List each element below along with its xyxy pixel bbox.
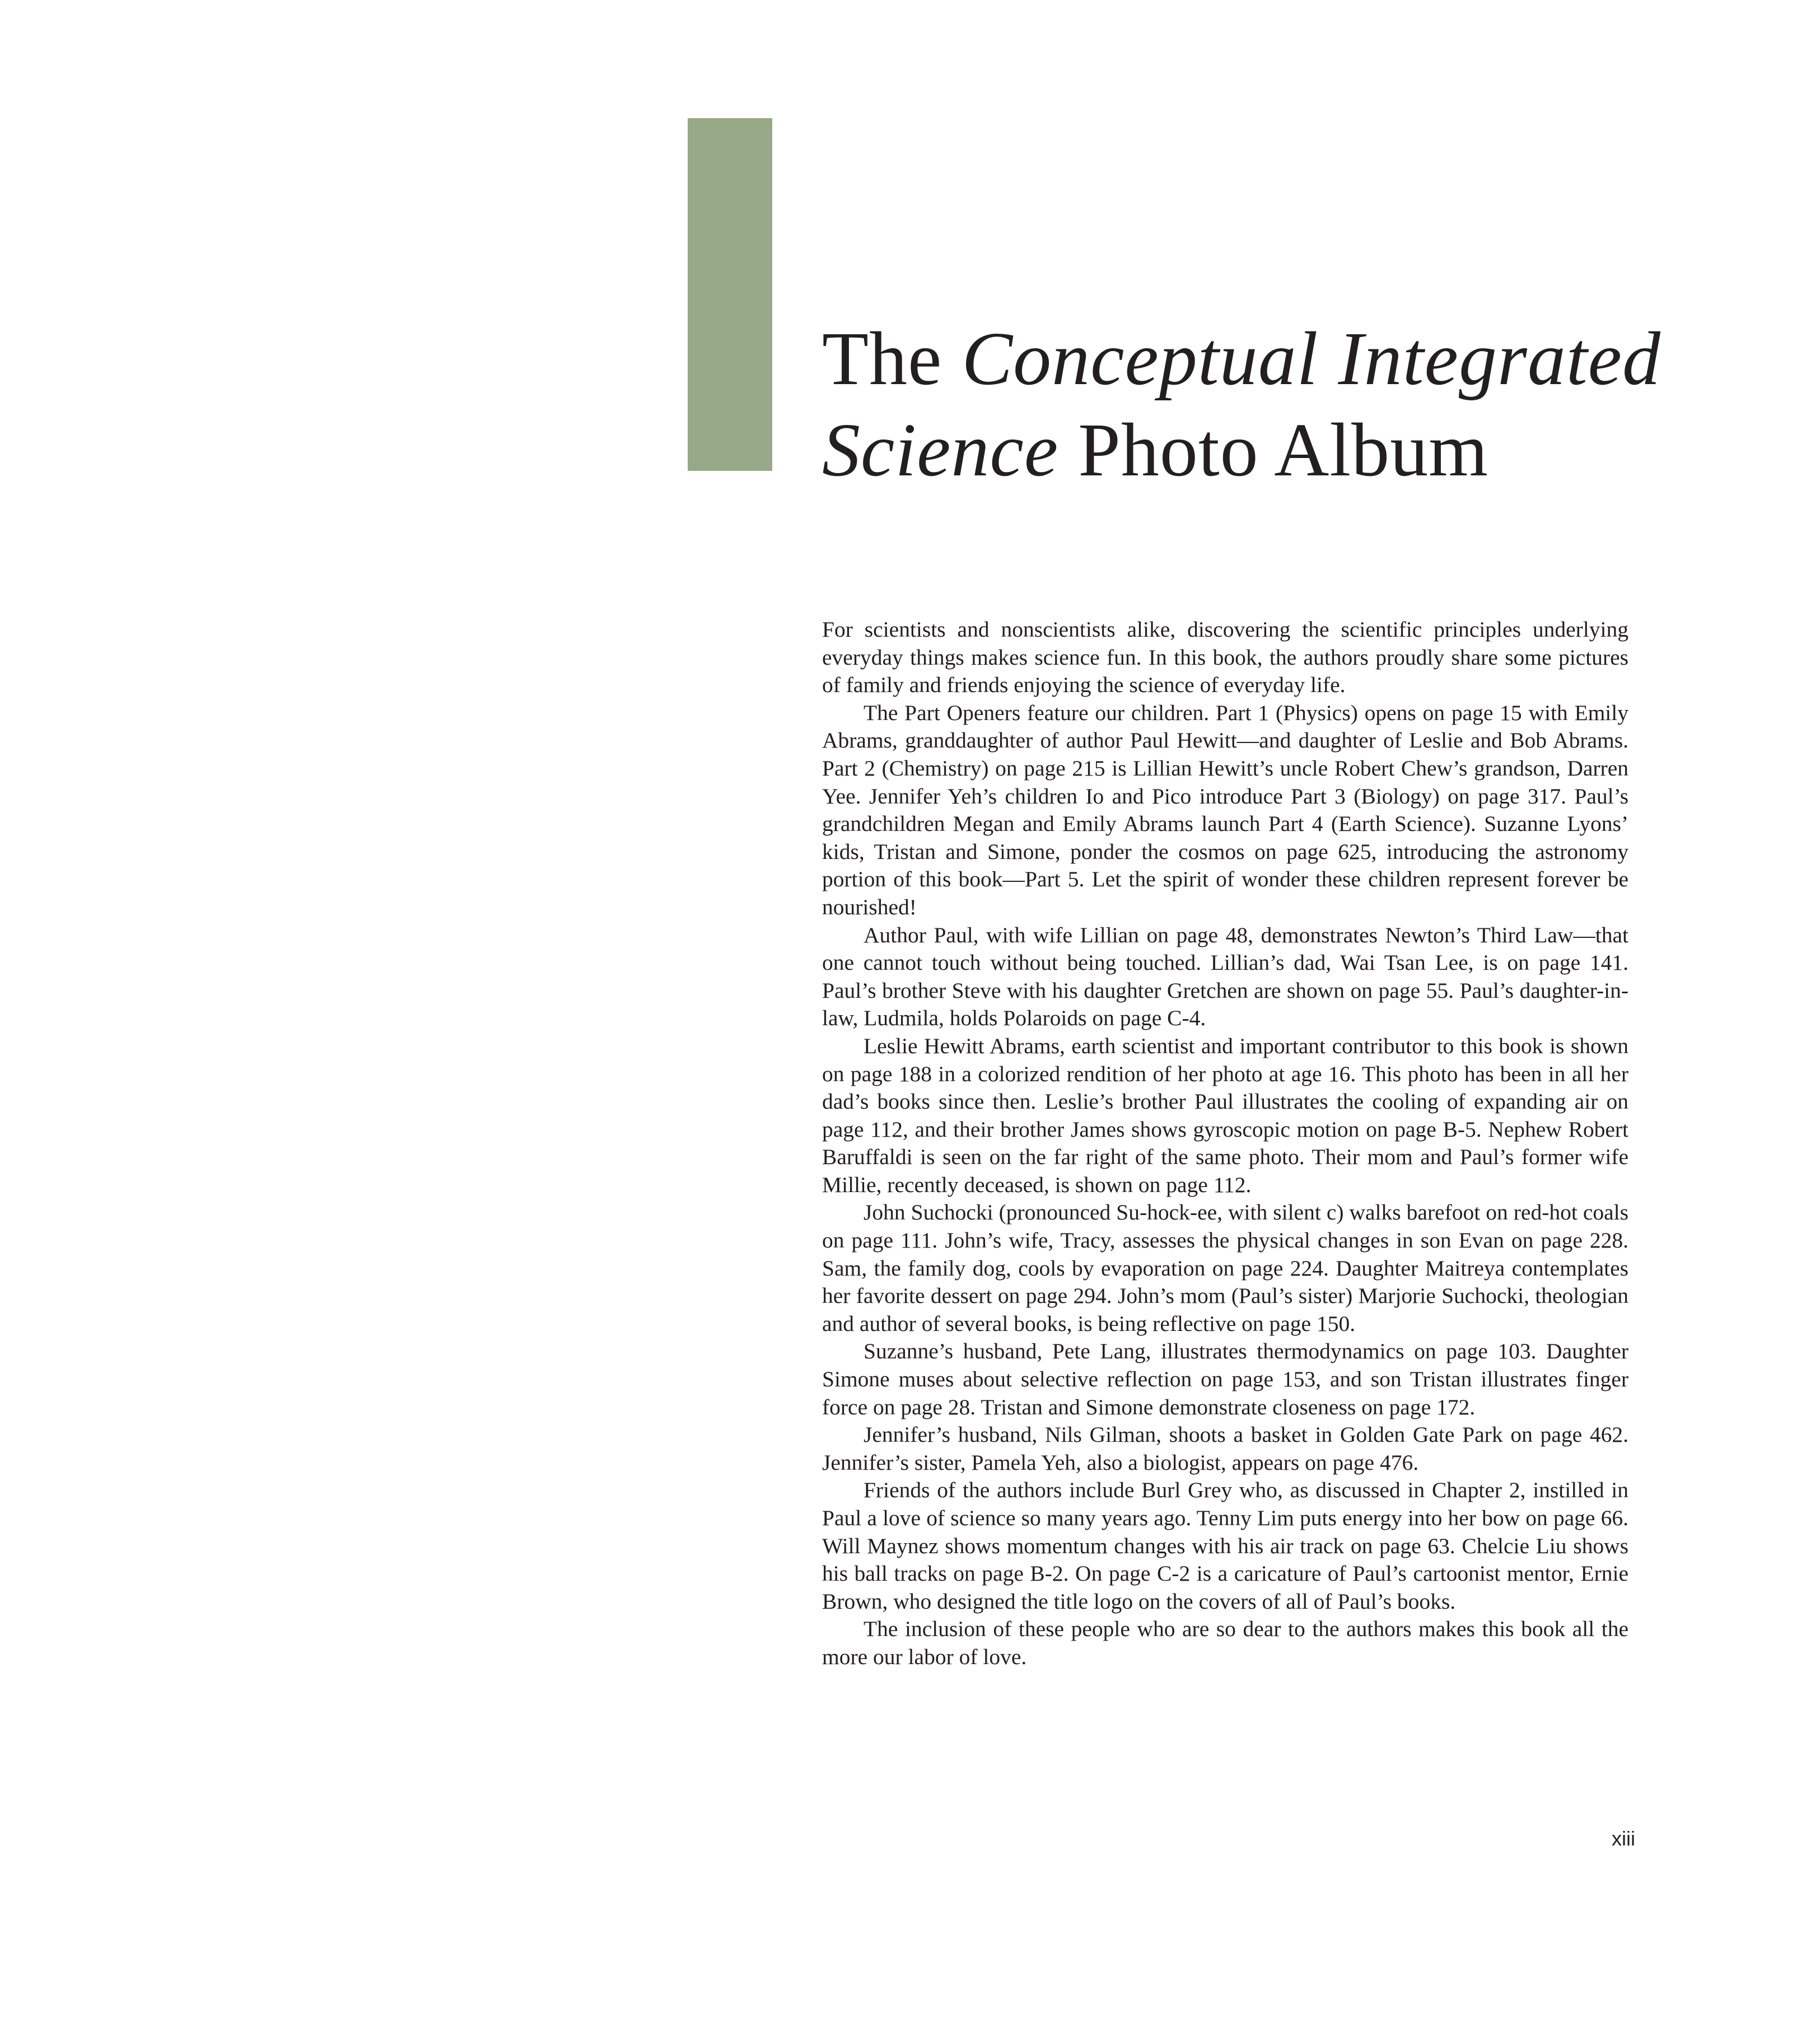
title-italic-part-1: Conceptual Integrated [962, 317, 1661, 401]
paragraph-intro: For scientists and nonscientists alike, discovering the scientific principles underlying everyday things makes science fun. In this book, the authors proudly share some pictures of family and friends enjoying the science of everyday life. [822, 617, 1628, 698]
paragraph-part-openers: The Part Openers feature our children. Part 1 (Physics) opens on page 15 with Emily Abrams, granddaughter of author Paul Hewitt—and daughter of Leslie and Bob Abrams. Part 2 (Chemistry) on page 215 is Lillian Hewitt’s uncle Robert Chew’s grandson, Darren Yee. Jennifer Yeh’s children Io and Pico introduce Part 3 (Biology) on page 317. Paul’s grandchildren Megan and Emily Abrams launch Part 4 (Earth Science). Suzanne Lyons’ kids, Tristan and Simone, ponder the cosmos on page 625, introducing the astronomy portion of this book—Part 5. Let the spirit of wonder these children represent forever be nourished! [822, 700, 1628, 919]
body-text [822, 616, 1628, 1671]
paragraph-suzanne: Suzanne’s husband, Pete Lang, illustrates thermodynamics on page 103. Daughter Simone muses about selective reflection on page 153, and son Tristan illustrates finger force on page 28. Tristan and Simone demonstrate closeness on page 172. [822, 1339, 1628, 1419]
paragraph-friends: Friends of the authors include Burl Grey who, as discussed in Chapter 2, instilled in Paul a love of science so many years ago. Tenny Lim puts energy into her bow on page 66. Will Maynez shows momentum changes with his air track on page 63. Chelcie Liu shows his ball tracks on page B-2. On page C-2 is a caricature of Paul’s cartoonist mentor, Ernie Brown, who designed the title logo on the covers of all of Paul’s books. [822, 1478, 1628, 1614]
page-number: xiii [1612, 1827, 1635, 1850]
page-title [822, 314, 1696, 496]
title-italic-part-2: Science [822, 408, 1059, 492]
paragraph-john: John Suchocki (pronounced Su-hock-ee, with silent c) walks barefoot on red-hot coals on page 111. John’s wife, Tracy, assesses the physical changes in son Evan on page 228. Sam, the family dog, cools by evaporation on page 224. Daughter Maitreya contemplates her favorite dessert on page 294. John’s mom (Paul’s sister) Marjorie Suchocki, theologian and author of several books, is being reflective on page 150. [822, 1200, 1628, 1336]
paragraph-leslie: Leslie Hewitt Abrams, earth scientist and important contributor to this book is shown on page 188 in a colorized rendition of her photo at age 16. This photo has been in all her dad’s books since then. Leslie’s brother Paul illustrates the cooling of expanding air on page 112, and their brother James shows gyroscopic motion on page B-5. Nephew Robert Baruffaldi is seen on the far right of the same photo. Their mom and Paul’s former wife Millie, recently deceased, is shown on page 112. [822, 1033, 1628, 1197]
paragraph-closing: The inclusion of these people who are so dear to the authors makes this book all the more our labor of love. [822, 1616, 1628, 1669]
paragraph-author-paul: Author Paul, with wife Lillian on page 48, demonstrates Newton’s Third Law—that one cannot touch without being touched. Lillian’s dad, Wai Tsan Lee, is on page 141. Paul’s brother Steve with his daughter Gretchen are shown on page 55. Paul’s daughter-in-law, Ludmila, holds Polaroids on page C-4. [822, 922, 1628, 1031]
paragraph-jennifer: Jennifer’s husband, Nils Gilman, shoots a basket in Golden Gate Park on page 462. Jennifer’s sister, Pamela Yeh, also a biologist, appears on page 476. [822, 1422, 1628, 1475]
chapter-accent-bar [688, 118, 772, 471]
title-rest: Photo Album [1078, 408, 1488, 492]
title-word-the: The [822, 317, 942, 401]
